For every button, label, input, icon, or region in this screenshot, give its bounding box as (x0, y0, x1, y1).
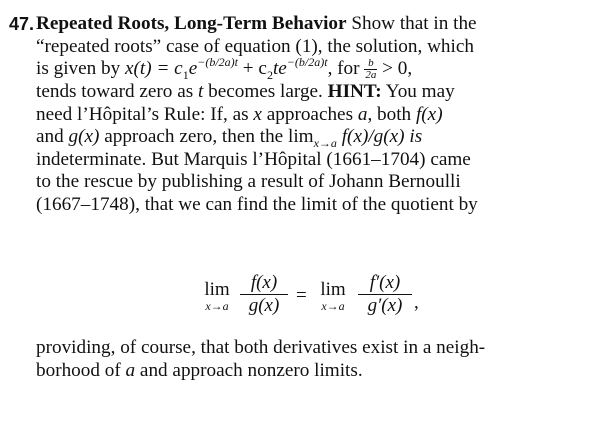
solution-lhs: x(t) = c (125, 58, 183, 79)
line5-both: , both (367, 103, 412, 125)
var-t: t (197, 81, 204, 103)
line5-mid: approaches (266, 103, 354, 125)
line5-start: need l’Hôpital’s Rule: If, as (36, 103, 249, 125)
g-of-x: g(x) (68, 126, 100, 148)
f-of-x: f(x) (415, 103, 443, 125)
line2: “repeated roots” case of equation (1), the solution, which (36, 35, 474, 57)
line1-rest: Show that in the (351, 13, 477, 34)
lim-left: lim x→a (204, 279, 230, 313)
hint-label: HINT: (327, 81, 382, 103)
b-over-2a-fraction: $\frac{b}{2a}$ (365, 57, 377, 82)
line9: (1667–1748), that we can find the limit of the quotient by (36, 193, 478, 215)
line4-end: You may (385, 81, 455, 103)
problem-text: 47. Repeated Roots, Long-Term Behavior Show that in the “repeated roots” case of equation (1), the solution, which is given by $x(t) = c_1e^{-(b/2a)t} + c_2te^{-(b/2a)t}$, for $\frac{b}{2a}$ > 0, tends toward zero as t becomes large. HINT: You may need l’Hôpital’s Rule: If, as x approaches a, both f(x) and g(x) approach zero, then the $\lim_{x\to a} f(x)/g(x)$ is indeterminate. But Marquis l’Hôpital (1661–1704) came to the rescue by publishing a result of Johann Bernoulli (1667–1748), that we can find the limit of the quotient by (9, 13, 478, 215)
closing-text (36, 337, 576, 382)
var-x: x (253, 103, 262, 125)
line3-start: is given by (36, 58, 121, 79)
solution-te: te (272, 58, 287, 79)
lim-right: lim x→a (320, 279, 346, 313)
line8: to the rescue by publishing a result of Johann Bernoulli (36, 171, 461, 193)
equals-sign: = (296, 285, 307, 306)
closing-line2-start: borhood of (36, 359, 121, 381)
lhs-fraction: f(x) g(x) (240, 272, 288, 317)
line7: indeterminate. But Marquis l’Hôpital (1661–1704) came (36, 148, 471, 170)
equation-comma: , (414, 292, 419, 313)
lhopital-equation (200, 272, 440, 328)
quotient-inline: f(x)/g(x) is (341, 126, 423, 148)
closing-var-a: a (125, 359, 136, 381)
line4-mid: becomes large. (208, 81, 323, 103)
solution-plus: + c (242, 58, 267, 79)
for-word: , for (327, 58, 360, 79)
line4-start: tends toward zero as (36, 81, 194, 103)
problem-title: Repeated Roots, Long-Term Behavior (36, 13, 347, 34)
var-a: a (357, 103, 368, 125)
exponent-1: −(b/2a)t (197, 55, 238, 69)
rhs-fraction: f′(x) g′(x) (358, 272, 412, 317)
line6-and: and (36, 126, 64, 148)
line3-end: > 0, (382, 58, 413, 79)
line6-mid: approach zero, then the lim (104, 126, 314, 148)
closing-line1: providing, of course, that both derivatives exist in a neigh- (36, 337, 486, 358)
problem-number: 47. (9, 14, 35, 34)
lim-subscript: x→a (313, 135, 337, 150)
exponent-2: −(b/2a)t (286, 55, 328, 69)
closing-line2-end: and approach nonzero limits. (139, 359, 363, 381)
